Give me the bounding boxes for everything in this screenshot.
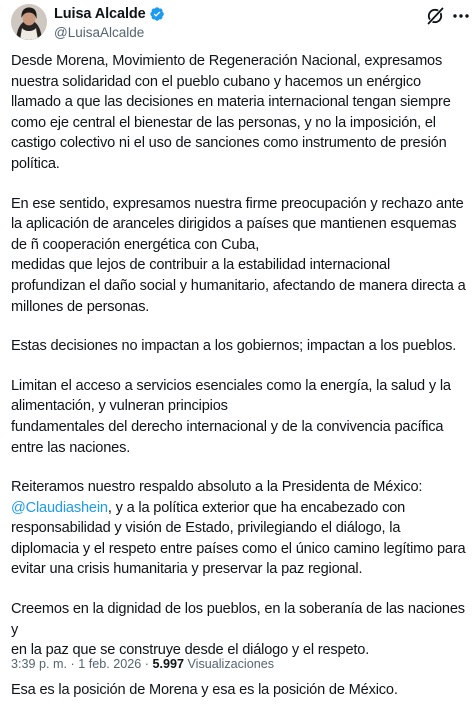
tweet-text bbox=[11, 51, 467, 719]
paragraph-lead: Reiteramos nuestro respaldo absoluto a la Presidenta de México: bbox=[11, 479, 423, 496]
meta-separator: · bbox=[141, 657, 153, 671]
display-name[interactable]: Luisa Alcalde bbox=[54, 6, 146, 22]
tweet-time[interactable]: 3:39 p. m. bbox=[11, 657, 68, 671]
views-label: Visualizaciones bbox=[183, 657, 275, 671]
tweet-paragraph: En ese sentido, expresamos nuestra firme preocupación y rechazo ante la aplicación de aranceles dirigidos a países que mantienen esquemas de ñ cooperación energética con Cuba, medidas que lejos de contribuir a la estabilidad internacional profundizan el daño social y humanitario, afectando de manera directa a millones de personas. bbox=[11, 195, 466, 315]
verified-badge-icon bbox=[149, 6, 165, 22]
author-block[interactable] bbox=[54, 5, 165, 40]
tweet-header bbox=[11, 4, 466, 44]
mention-link[interactable]: @Claudiashein bbox=[11, 499, 108, 516]
tweet-paragraph: Limitan el acceso a servicios esenciales como la energía, la salud y la alimentación, y vulneran principios fundamentales del derecho internacional y de la convivencia pacífica entre las naciones. bbox=[11, 377, 451, 456]
tweet-paragraph: Esa es la posición de Morena y esa es la posición de México. bbox=[11, 681, 398, 698]
avatar[interactable] bbox=[11, 4, 47, 40]
tweet-paragraph: Estas decisiones no impactan a los gobiernos; impactan a los pueblos. bbox=[11, 338, 457, 355]
tweet-paragraph: Creemos en la dignidad de los pueblos, en la soberanía de las naciones y en la paz que se construye desde el diálogo y el respeto. bbox=[11, 601, 465, 659]
tweet-paragraph bbox=[11, 477, 467, 580]
handle[interactable]: @LuisaAlcalde bbox=[54, 25, 145, 40]
tweet-date[interactable]: 1 feb. 2026 bbox=[78, 657, 142, 671]
tweet-paragraph: Desde Morena, Movimiento de Regeneración Nacional, expresamos nuestra solidaridad con el pueblo cubano y hacemos un enérgico llamado a que las decisiones en materia internacional tengan siempre como eje central el bienestar de las personas, y no la imposición, el castigo colectivo ni el uso de sanciones como instrumento de presión política. bbox=[11, 53, 451, 172]
views-count: 5.997 bbox=[152, 657, 184, 671]
paragraph-rest: , y a la política exterior que ha encabezado con responsabilidad y visión de Estado, privilegiando el diálogo, la diplomacia y el respeto entre países como el único camino legítimo para evitar una crisis humanitaria y preservar la paz regional. bbox=[11, 499, 466, 578]
tweet-meta bbox=[11, 657, 274, 671]
grok-icon[interactable] bbox=[425, 6, 445, 26]
meta-separator: · bbox=[67, 657, 79, 671]
more-icon[interactable] bbox=[451, 10, 471, 22]
